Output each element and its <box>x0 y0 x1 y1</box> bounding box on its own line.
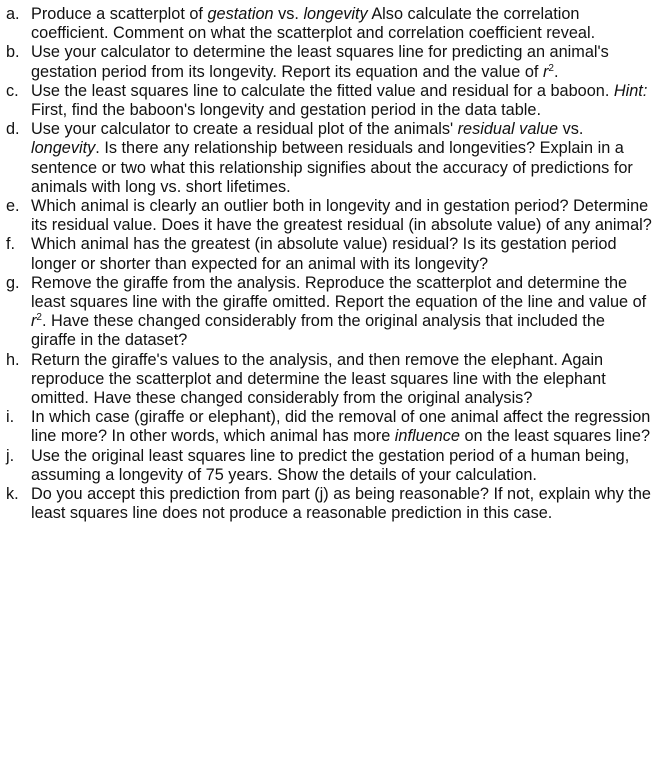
question-item <box>6 408 654 446</box>
question-text-segment: Return the giraffe's values to the analysis, and then remove the elephant. Again reproduce the scatterplot and determine the least squares line with the elephant omitted. Have these changed considerably from the original analysis? <box>31 350 606 408</box>
emphasized-term: r <box>542 62 549 81</box>
question-label: d. <box>6 120 20 139</box>
question-item <box>6 274 654 351</box>
question-item <box>6 485 654 523</box>
question-label: g. <box>6 273 20 292</box>
question-text-segment: Use the original least squares line to predict the gestation period of a human being, assuming a longevity of 75 years. Show the details of your calculation. <box>31 446 630 484</box>
document-page <box>6 5 654 523</box>
question-text <box>31 5 654 43</box>
question-label: i. <box>6 408 15 427</box>
question-text-segment: vs. <box>558 120 584 139</box>
emphasized-term: r <box>31 312 37 331</box>
question-text-segment: First, find the baboon's longevity and gestation period in the data table. <box>31 101 541 120</box>
question-text-segment: . Is there any relationship between residuals and longevities? Explain in a sentence or two what this relationship signifies about the accuracy of predictions for animals with long vs. short lifetimes. <box>31 139 633 196</box>
question-label: h. <box>6 350 20 369</box>
question-text-segment: Produce a scatterplot of <box>31 5 208 23</box>
question-text <box>31 197 654 235</box>
superscript-exponent: 2 <box>36 312 42 324</box>
emphasized-term: residual value <box>457 120 559 139</box>
question-text <box>31 351 654 409</box>
question-text-segment: on the least squares line? <box>459 427 651 446</box>
question-item <box>6 5 654 43</box>
question-text-segment: Do you accept this prediction from part (j) as being reasonable? If not, explain why the least squares line does not produce a reasonable prediction in this case. <box>31 485 651 523</box>
question-text-segment: . <box>553 62 559 81</box>
question-text <box>31 485 654 523</box>
question-text <box>31 274 654 351</box>
question-text <box>31 447 654 485</box>
question-text-segment: Which animal is clearly an outlier both in longevity and in gestation period? Determine its residual value. Does it have the greatest residual (in absolute value) of any animal? <box>31 197 652 235</box>
question-item <box>6 120 654 197</box>
question-text-segment: Which animal has the greatest (in absolute value) residual? Is its gestation period longer or shorter than expected for an animal with its longevity? <box>31 235 617 273</box>
question-text-segment: Use the least squares line to calculate the fitted value and residual for a baboon. <box>31 81 614 100</box>
superscript-exponent: 2 <box>548 62 554 74</box>
question-text-segment: Use your calculator to determine the least squares line for predicting an animal's gestation period from its longevity. Report its equation and the value of <box>31 43 609 81</box>
question-item <box>6 197 654 235</box>
question-label: a. <box>6 5 20 23</box>
question-item <box>6 447 654 485</box>
question-text <box>31 82 654 120</box>
question-label: k. <box>6 485 19 504</box>
question-label: j. <box>6 446 15 465</box>
question-text-segment: vs. <box>273 5 304 23</box>
question-text <box>31 43 654 81</box>
question-text-segment: Use your calculator to create a residual plot of the animals' <box>31 120 458 139</box>
question-label: c. <box>6 81 19 100</box>
question-item <box>6 351 654 409</box>
emphasized-term: gestation <box>207 5 274 23</box>
question-text <box>31 120 654 197</box>
question-text <box>31 408 654 446</box>
emphasized-term: longevity <box>303 5 368 23</box>
question-text-segment: . Have these changed considerably from the original analysis that included the giraffe in the dataset? <box>31 312 605 350</box>
emphasized-term: influence <box>394 427 460 446</box>
question-label: b. <box>6 43 20 62</box>
question-item <box>6 82 654 120</box>
question-text-segment: In which case (giraffe or elephant), did the removal of one animal affect the regression line more? In other words, which animal has more <box>31 408 651 446</box>
question-text-segment: Remove the giraffe from the analysis. Reproduce the scatterplot and determine the least squares line with the giraffe omitted. Report the equation of the line and value of <box>31 273 647 312</box>
question-label: e. <box>6 197 20 216</box>
question-item <box>6 43 654 81</box>
question-text <box>31 235 654 273</box>
question-label: f. <box>6 235 16 254</box>
question-item <box>6 235 654 273</box>
question-list <box>6 5 654 523</box>
emphasized-term: longevity <box>31 139 96 158</box>
question-text-segment: Also calculate the correlation coefficient. Comment on what the scatterplot and correlation coefficient reveal. <box>31 5 596 43</box>
emphasized-term: Hint: <box>613 81 648 100</box>
